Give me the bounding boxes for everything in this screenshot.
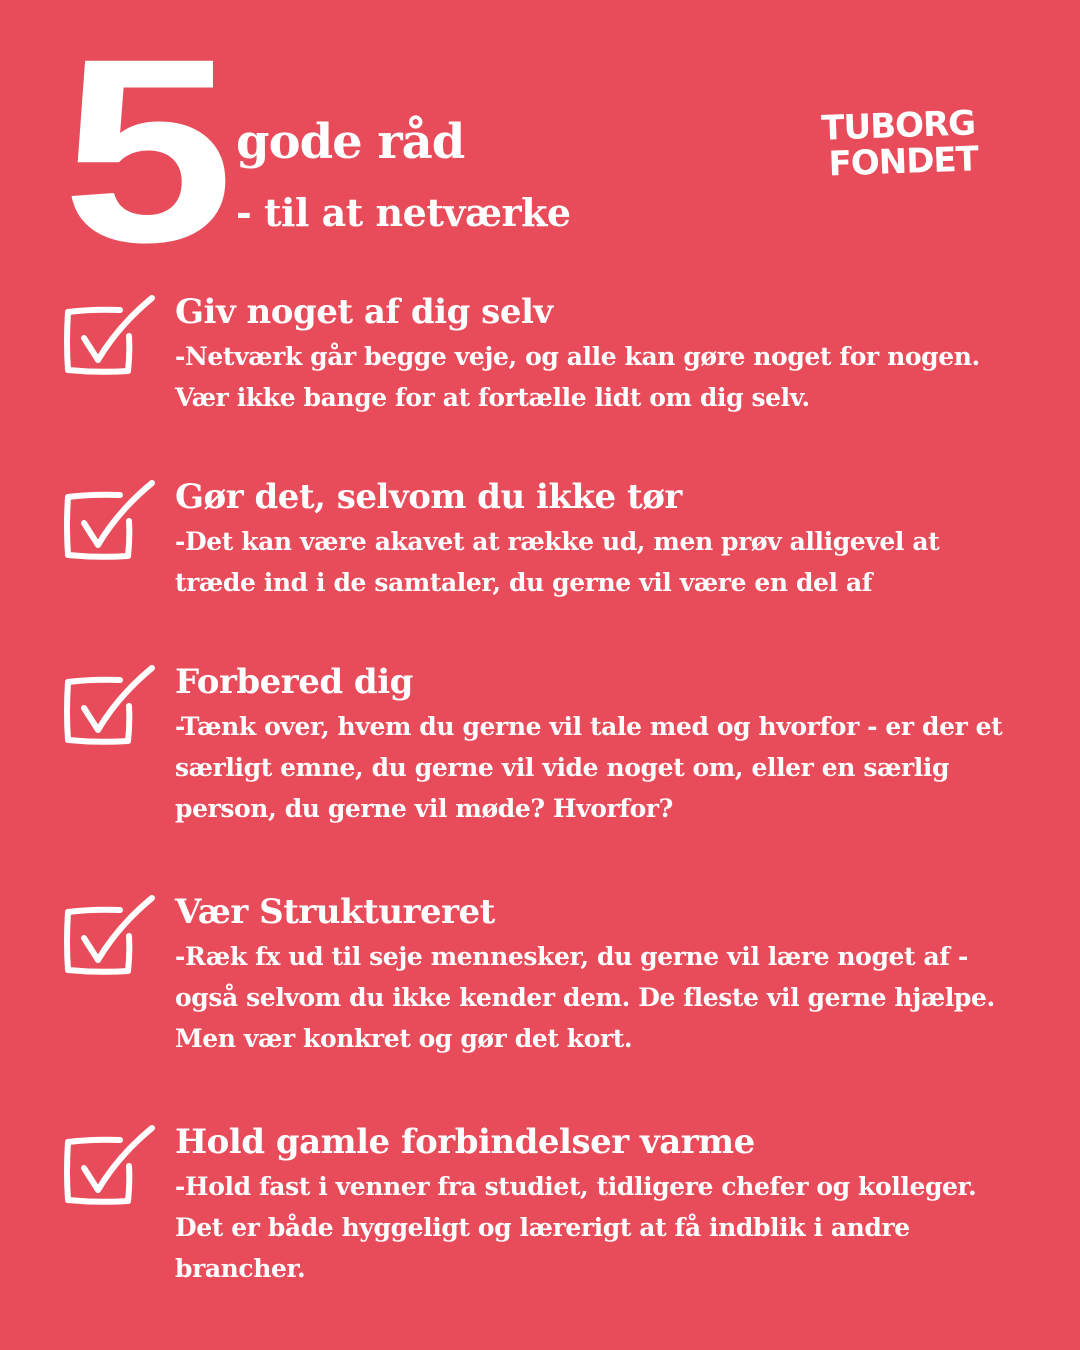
big-number-five: 5 bbox=[62, 4, 227, 297]
tip-body-line: -Tænk over, hvem du gerne vil tale med og hvorfor - er der et bbox=[175, 712, 1003, 741]
tip-body bbox=[175, 706, 1055, 829]
tip-body-line: -Netværk går begge veje, og alle kan gøre noget for nogen. bbox=[175, 342, 980, 371]
tip-body-line: også selvom du ikke kender dem. De fleste vil gerne hjælpe. bbox=[175, 983, 995, 1012]
tip-body bbox=[175, 521, 1055, 603]
checkbox-checked-icon bbox=[62, 664, 160, 750]
tip-body-line: -Ræk fx ud til seje mennesker, du gerne vil lære noget af - bbox=[175, 942, 968, 971]
logo-line-2: FONDET bbox=[827, 139, 979, 185]
tip-body-line: Vær ikke bange for at fortælle lidt om dig selv. bbox=[175, 383, 810, 412]
tip-title: Forbered dig bbox=[175, 662, 413, 702]
tip-body bbox=[175, 936, 1055, 1059]
tip-body-line: person, du gerne vil møde? Hvorfor? bbox=[175, 794, 673, 823]
tip-title: Giv noget af dig selv bbox=[175, 292, 553, 332]
tip-body bbox=[175, 336, 1055, 418]
tip-body-line: særligt emne, du gerne vil vide noget om, eller en særlig bbox=[175, 753, 950, 782]
tip-body-line: Men vær konkret og gør det kort. bbox=[175, 1024, 633, 1053]
page-title: gode råd bbox=[236, 114, 465, 170]
tip-body-line: Det er både hyggeligt og lærerigt at få indblik i andre bbox=[175, 1213, 910, 1242]
checkbox-checked-icon bbox=[62, 294, 160, 380]
tip-body bbox=[175, 1166, 1055, 1289]
tip-title: Gør det, selvom du ikke tør bbox=[175, 477, 682, 517]
tip-body-line: -Hold fast i venner fra studiet, tidligere chefer og kolleger. bbox=[175, 1172, 977, 1201]
tip-title: Vær Struktureret bbox=[175, 892, 495, 932]
checkbox-checked-icon bbox=[62, 479, 160, 565]
tip-body-line: træde ind i de samtaler, du gerne vil være en del af bbox=[175, 568, 873, 597]
tip-title: Hold gamle forbindelser varme bbox=[175, 1122, 755, 1162]
checkbox-checked-icon bbox=[62, 1124, 160, 1210]
logo-line-1: TUBORG bbox=[820, 103, 976, 149]
tip-body-line: brancher. bbox=[175, 1254, 306, 1283]
tuborg-fondet-logo bbox=[820, 103, 979, 185]
checkbox-checked-icon bbox=[62, 894, 160, 980]
tip-body-line: -Det kan være akavet at række ud, men prøv alligevel at bbox=[175, 527, 940, 556]
page-subtitle: - til at netværke bbox=[236, 190, 571, 235]
